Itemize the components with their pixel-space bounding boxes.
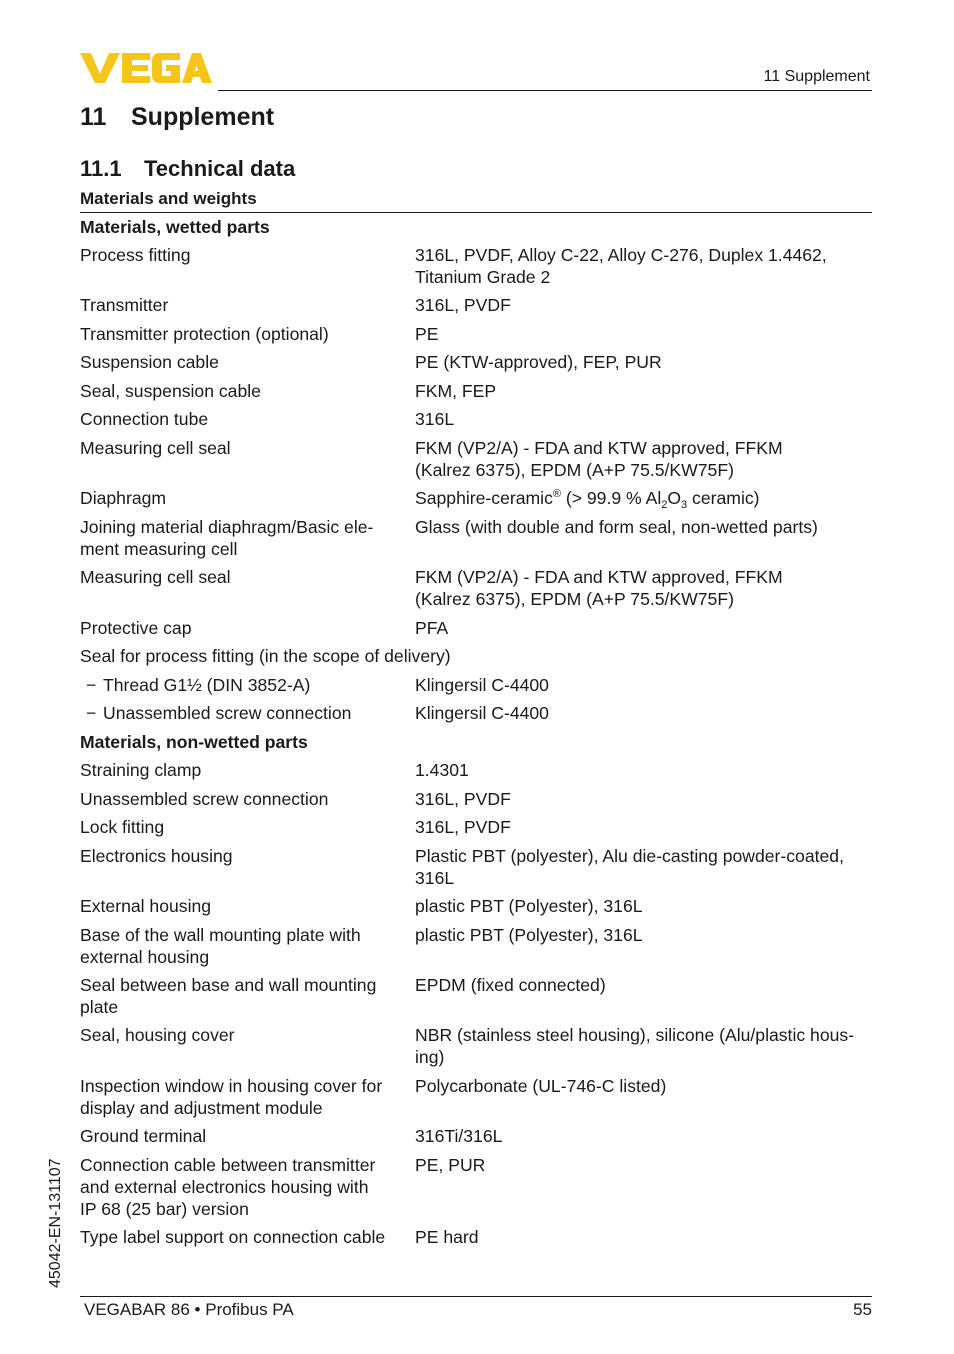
value-part: Sapphire-ceramic [415, 488, 553, 508]
row-value: EPDM (fixed connected) [415, 975, 606, 995]
footer-rule [80, 1296, 872, 1297]
row-label: Connection cable between transmitter and external electronics housing with IP 68 (25 bar) version [80, 1155, 376, 1219]
row-value: NBR (stainless steel housing), silicone (Alu/plastic hous- ing) [415, 1025, 855, 1067]
vega-logo [80, 50, 212, 86]
subheading-text: Materials, non-wetted parts [80, 732, 308, 752]
row-label: − Unassembled screw connection [86, 702, 406, 724]
section-title [80, 156, 295, 182]
row-label: Base of the wall mounting plate with external housing [80, 925, 361, 967]
row-label: Ground terminal [80, 1126, 207, 1146]
row-value: 316L, PVDF [415, 817, 511, 837]
row-value: Glass (with double and form seal, non-wetted parts) [415, 517, 818, 537]
subheading-text: Materials, wetted parts [80, 217, 270, 237]
footer-product: VEGABAR 86 • Profibus PA [84, 1300, 294, 1319]
row-value [415, 487, 875, 509]
row-label: Type label support on connection cable [80, 1227, 386, 1247]
running-head: 11 Supplement [763, 68, 870, 85]
subscript: 2 [661, 499, 668, 511]
header-rule [218, 90, 872, 91]
value-part: O [667, 488, 682, 508]
row-value: FKM (VP2/A) - FDA and KTW approved, FFKM (Kalrez 6375), EPDM (A+P 75.5/KW75F) [415, 567, 783, 609]
row-value: 1.4301 [415, 760, 469, 780]
row-label: Inspection window in housing cover for display and adjustment module [80, 1076, 383, 1118]
row-value: PE hard [415, 1227, 479, 1247]
row-value: FKM (VP2/A) - FDA and KTW approved, FFKM (Kalrez 6375), EPDM (A+P 75.5/KW75F) [415, 438, 783, 480]
group-rule [80, 212, 872, 213]
row-value: plastic PBT (Polyester), 316L [415, 896, 643, 916]
row-label: Seal between base and wall mounting plate [80, 975, 377, 1017]
row-value: Polycarbonate (UL-746-C listed) [415, 1076, 667, 1096]
group-title: Materials and weights [80, 189, 257, 208]
row-label: Seal for process fitting (in the scope of delivery) [80, 646, 451, 666]
chapter-number: 11 [80, 103, 107, 131]
row-value: PFA [415, 618, 449, 638]
row-label: Joining material diaphragm/Basic ele- ment measuring cell [80, 517, 374, 559]
section-number: 11.1 [80, 156, 122, 181]
row-value: PE, PUR [415, 1155, 486, 1175]
value-part: ceramic) [687, 488, 760, 508]
row-label: Suspension cable [80, 352, 219, 372]
row-value: 316L [415, 409, 455, 429]
page-number: 55 [853, 1300, 872, 1319]
row-label: Connection tube [80, 409, 209, 429]
row-label: Seal, suspension cable [80, 381, 261, 401]
row-label: Transmitter [80, 295, 169, 315]
row-label: Transmitter protection (optional) [80, 324, 329, 344]
row-value: PE [415, 324, 439, 344]
value-part: (> 99.9 % Al [560, 488, 662, 508]
row-value: 316Ti/316L [415, 1126, 503, 1146]
document-code: 45042-EN-131107 [47, 1158, 64, 1288]
section-title-text: Technical data [144, 156, 296, 181]
row-value: plastic PBT (Polyester), 316L [415, 925, 643, 945]
row-label: Electronics housing [80, 846, 233, 866]
row-value: 316L, PVDF, Alloy C-22, Alloy C-276, Duplex 1.4462, Titanium Grade 2 [415, 245, 827, 287]
row-label: Seal, housing cover [80, 1025, 235, 1045]
row-value: Klingersil C-4400 [415, 675, 549, 695]
row-label: Measuring cell seal [80, 567, 231, 587]
row-label: Unassembled screw connection [80, 789, 329, 809]
row-value: PE (KTW-approved), FEP, PUR [415, 352, 662, 372]
subscript: 3 [681, 499, 688, 511]
row-label: − Thread G1½ (DIN 3852-A) [86, 674, 406, 696]
chapter-title-text: Supplement [131, 103, 275, 131]
row-label: Protective cap [80, 618, 192, 638]
row-value: Plastic PBT (polyester), Alu die-casting powder-coated, 316L [415, 846, 844, 888]
row-value: 316L, PVDF [415, 789, 511, 809]
row-label: Diaphragm [80, 488, 167, 508]
row-label: Lock fitting [80, 817, 165, 837]
row-label: Process fitting [80, 245, 191, 265]
registered-mark: ® [552, 488, 561, 501]
row-label: External housing [80, 896, 212, 916]
row-label: Straining clamp [80, 760, 202, 780]
row-value: 316L, PVDF [415, 295, 511, 315]
chapter-title [80, 103, 274, 132]
row-value: Klingersil C-4400 [415, 703, 549, 723]
row-label: Measuring cell seal [80, 438, 231, 458]
row-value: FKM, FEP [415, 381, 497, 401]
